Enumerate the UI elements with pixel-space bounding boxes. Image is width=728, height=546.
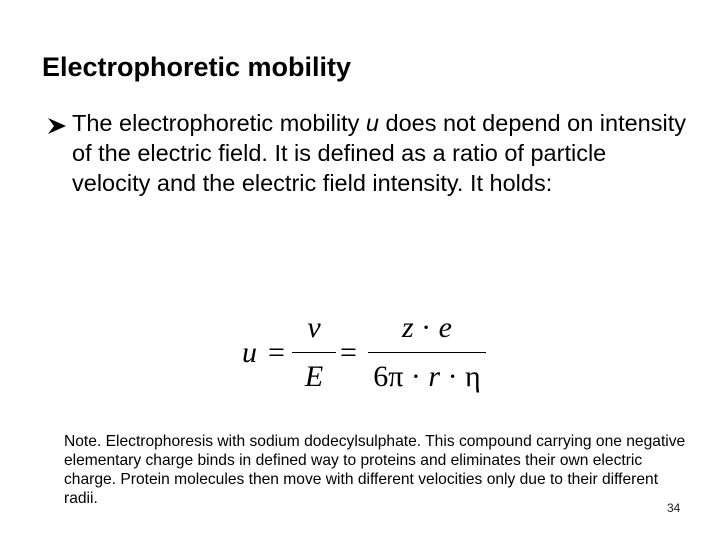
- symbol-r: r: [428, 360, 441, 393]
- arrow-bullet-icon: [46, 115, 68, 137]
- bullet-item: [46, 108, 686, 198]
- symbol-e: e: [438, 311, 452, 344]
- slide-title: Electrophoretic mobility: [42, 52, 352, 82]
- bullet-text: [72, 108, 686, 198]
- formula-equals-1: =: [268, 336, 285, 369]
- fraction-velocity-field: [292, 308, 336, 397]
- bullet-text-before: The electrophoretic mobility: [72, 110, 366, 136]
- symbol-6pi: 6π ·: [373, 360, 429, 393]
- page-number: 34: [667, 501, 681, 515]
- fraction-bar: [292, 352, 336, 353]
- footnote: Note. Electrophoresis with sodium dodecylsulphate. This compound carrying one negative elementary charge binds in defined way to proteins and eliminates their own electric charge. Protein molecules then move with different velocities only due to their different radii.: [64, 433, 686, 507]
- bullet-variable: u: [365, 110, 379, 136]
- bullet-text-after: does not depend on intensity of the electric field. It is defined as a ratio of particle velocity and the electric field intensity. It holds:: [72, 110, 687, 196]
- fraction-numerator-v: v: [307, 311, 321, 344]
- mobility-formula: [240, 308, 490, 400]
- fraction-denominator-e: E: [304, 360, 324, 393]
- symbol-eta: · η: [440, 360, 481, 393]
- fraction-bar: [368, 352, 486, 353]
- formula-lhs: u: [242, 336, 257, 369]
- fraction-denominator-6pi-r-eta: [368, 357, 486, 397]
- formula-equals-2: =: [340, 336, 357, 369]
- fraction-numerator-ze: [368, 308, 486, 348]
- symbol-dot: ·: [413, 311, 439, 344]
- fraction-charge-radius: [368, 308, 486, 397]
- symbol-z: z: [401, 311, 414, 344]
